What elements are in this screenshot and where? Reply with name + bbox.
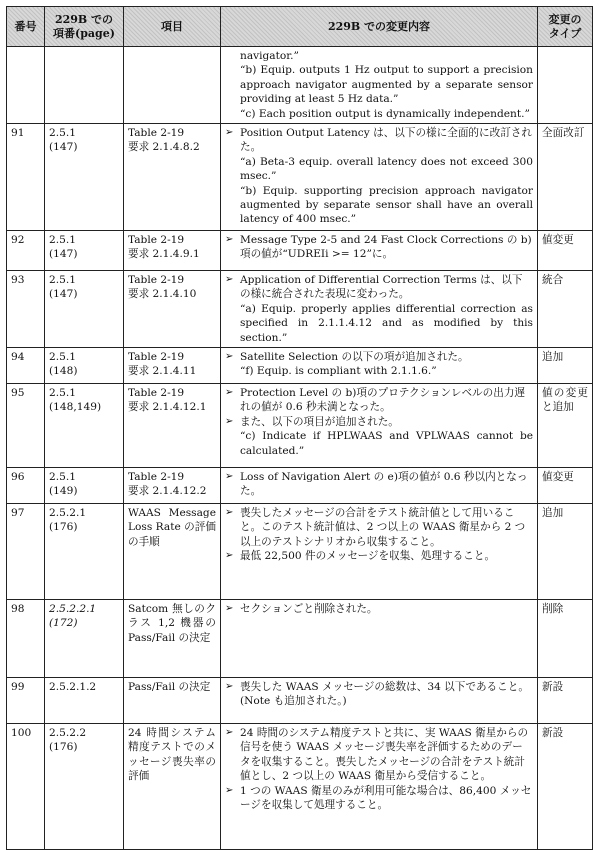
cell-changes: [221, 724, 538, 850]
cell-changes: [221, 348, 538, 384]
section-page: (149): [49, 485, 78, 498]
cell-type: 削除: [538, 600, 593, 678]
section-number: 2.5.2.2: [49, 727, 87, 740]
table-row: [7, 271, 593, 348]
table-row: [7, 724, 593, 850]
cell-item: [124, 231, 221, 271]
header-row: [7, 7, 593, 47]
change-bullet: ➢ 喪失したメッセージの合計をテスト統計値として用いること。このテスト統計値は、2 つ以上の WAAS 衛星から 2 つ以上のテストシナリオから収集すること。: [225, 506, 533, 549]
cell-type: 値変更: [538, 468, 593, 504]
section-number: 2.5.1: [49, 471, 76, 484]
cell-type: 追加: [538, 504, 593, 600]
section-number: 2.5.2.2.1: [49, 603, 97, 616]
header-section-line2: 項番(page): [53, 26, 115, 40]
header-type-line1: 変更の: [548, 13, 582, 27]
cell-no: 92: [7, 231, 45, 271]
change-bullet: ➢ また、以下の項目が追加された。: [225, 415, 533, 429]
section-page: (147): [49, 288, 78, 301]
cell-item: [124, 271, 221, 348]
change-bullet: ➢ Message Type 2-5 and 24 Fast Clock Corrections の b)項の値が“UDREIi >= 12”に。: [225, 233, 533, 262]
cell-section: [45, 271, 124, 348]
header-section-line1: 229B での: [54, 13, 114, 27]
item-table: Table 2-19: [128, 274, 185, 287]
section-number: 2.5.1: [49, 234, 76, 247]
cell-no: 94: [7, 348, 45, 384]
cell-type: 追加: [538, 348, 593, 384]
section-number: 2.5.2.1: [49, 507, 87, 520]
section-page: (148): [49, 365, 78, 378]
cell-section: [45, 231, 124, 271]
cell-no: [7, 47, 45, 124]
change-bullet: ➢ Protection Level の b)項のプロテクションレベルの出力遅れの値が 0.6 秒未満となった。: [225, 386, 533, 415]
item-table: Table 2-19: [128, 234, 185, 247]
change-line: “a) Beta-3 equip. overall latency does not exceed 300 msec.”: [240, 155, 533, 183]
cell-changes: [221, 504, 538, 600]
change-bullet: ➢ Satellite Selection の以下の項が追加された。: [225, 350, 533, 364]
section-number: 2.5.2.1.2: [49, 681, 97, 694]
table-row: [7, 384, 593, 468]
cell-item: [124, 468, 221, 504]
cell-no: 96: [7, 468, 45, 504]
section-page: (172): [49, 617, 78, 630]
change-bullet: ➢ 喪失した WAAS メッセージの総数は、34 以下であること。(Note も追加された。): [225, 680, 533, 709]
change-bullet: ➢ 最低 22,500 件のメッセージを収集、処理すること。: [225, 549, 533, 563]
cell-type: 値の変更と追加: [538, 384, 593, 468]
table-row: [7, 468, 593, 504]
change-bullet: ➢ Position Output Latency は、以下の様に全面的に改訂された。: [225, 126, 533, 155]
section-number: 2.5.1: [49, 387, 76, 400]
cell-item: [124, 384, 221, 468]
cell-item: [124, 504, 221, 600]
item-requirement: 要求 2.1.4.10: [128, 288, 197, 301]
cell-changes: [221, 124, 538, 231]
cell-type: 全面改訂: [538, 124, 593, 231]
cell-changes: [221, 384, 538, 468]
header-type: [538, 7, 593, 47]
cell-type: 新設: [538, 724, 593, 850]
cell-type: 統合: [538, 271, 593, 348]
table-row: [7, 348, 593, 384]
item-table: Table 2-19: [128, 351, 185, 364]
cell-changes: [221, 468, 538, 504]
cell-item: [124, 600, 221, 678]
cell-type: 新設: [538, 678, 593, 724]
item-requirement: 要求 2.1.4.9.1: [128, 248, 200, 261]
cell-section: [45, 468, 124, 504]
cell-changes: [221, 271, 538, 348]
cell-no: 97: [7, 504, 45, 600]
table-row: [7, 47, 593, 124]
change-bullet: ➢ Application of Differential Correction Terms は、以下の様に統合された表現に変わった。: [225, 273, 533, 302]
cell-changes: [221, 678, 538, 724]
cell-type: [538, 47, 593, 124]
change-bullet: ➢ セクションごと削除された。: [225, 602, 533, 616]
section-page: (176): [49, 741, 78, 754]
header-changes: 229B での変更内容: [221, 7, 538, 47]
section-number: 2.5.1: [49, 127, 76, 140]
cell-item: [124, 47, 221, 124]
item-requirement: 要求 2.1.4.11: [128, 365, 197, 378]
cell-no: 98: [7, 600, 45, 678]
cell-no: 95: [7, 384, 45, 468]
section-number: 2.5.1: [49, 351, 76, 364]
table-row: [7, 231, 593, 271]
cell-item: [124, 348, 221, 384]
change-line: “c) Indicate if HPLWAAS and VPLWAAS cannot be calculated.”: [240, 430, 533, 457]
change-line: navigator.”: [240, 50, 299, 62]
cell-item: [124, 678, 221, 724]
table-row: [7, 600, 593, 678]
header-type-line2: タイプ: [548, 26, 582, 40]
cell-changes: [221, 231, 538, 271]
change-line: “f) Equip. is compliant with 2.1.1.6.”: [240, 365, 437, 378]
cell-no: 91: [7, 124, 45, 231]
cell-item: [124, 124, 221, 231]
change-table: [6, 6, 593, 850]
cell-section: [45, 724, 124, 850]
cell-section: [45, 384, 124, 468]
cell-type: 値変更: [538, 231, 593, 271]
section-page: (176): [49, 521, 78, 534]
item-title: WAAS Message Loss Rate の評価の手順: [128, 507, 216, 548]
cell-section: [45, 348, 124, 384]
item-requirement: 要求 2.1.4.8.2: [128, 141, 200, 154]
change-line: “c) Each position output is dynamically independent.”: [240, 107, 530, 120]
table-row: [7, 124, 593, 231]
change-line: “b) Equip. outputs 1 Hz output to support a precision approach navigator augmented by a separate sensor providing at least 5 Hz data.”: [240, 64, 533, 106]
table-row: [7, 504, 593, 600]
cell-changes: [221, 600, 538, 678]
cell-section: [45, 47, 124, 124]
cell-no: 100: [7, 724, 45, 850]
change-bullet: ➢ 1 つの WAAS 衛星のみが利用可能な場合は、86,400 メッセージを収集して処理すること。: [225, 784, 533, 813]
section-page: (148,149): [49, 401, 102, 414]
header-section: [45, 7, 124, 47]
cell-section: [45, 600, 124, 678]
cell-no: 99: [7, 678, 45, 724]
item-requirement: 要求 2.1.4.12.2: [128, 485, 207, 498]
cell-no: 93: [7, 271, 45, 348]
header-item: 項目: [124, 7, 221, 47]
item-table: Table 2-19: [128, 471, 185, 484]
change-line: “a) Equip. properly applies differential correction as specified in 2.1.1.4.12 and as modified by this section.”: [240, 302, 533, 344]
section-number: 2.5.1: [49, 274, 76, 287]
cell-section: [45, 124, 124, 231]
section-page: (147): [49, 248, 78, 261]
cell-item: [124, 724, 221, 850]
item-table: Table 2-19: [128, 387, 185, 400]
table-row: [7, 678, 593, 724]
cell-section: [45, 678, 124, 724]
item-title: Satcom 無しのクラス 1,2 機器の Pass/Fail の決定: [128, 603, 216, 644]
header-no: 番号: [7, 7, 45, 47]
cell-section: [45, 504, 124, 600]
item-title: 24 時間システム精度テストでのメッセージ喪失率の評価: [128, 727, 216, 783]
item-title: Pass/Fail の決定: [128, 681, 211, 694]
change-bullet: ➢ 24 時間のシステム精度テストと共に、実 WAAS 衛星からの信号を使う WAAS メッセージ喪失率を評価するためのデータを収集すること。喪失したメッセージの合計をテスト統計値とし、2 つ以上の WAAS 衛星から受信すること。: [225, 726, 533, 784]
item-requirement: 要求 2.1.4.12.1: [128, 401, 207, 414]
cell-changes: [221, 47, 538, 124]
change-line: “b) Equip. supporting precision approach navigator augmented by separate sensor shall have an overall latency of 400 msec.”: [240, 184, 533, 226]
item-table: Table 2-19: [128, 127, 185, 140]
section-page: (147): [49, 141, 78, 154]
change-bullet: ➢ Loss of Navigation Alert の e)項の値が 0.6 秒以内となった。: [225, 470, 533, 499]
